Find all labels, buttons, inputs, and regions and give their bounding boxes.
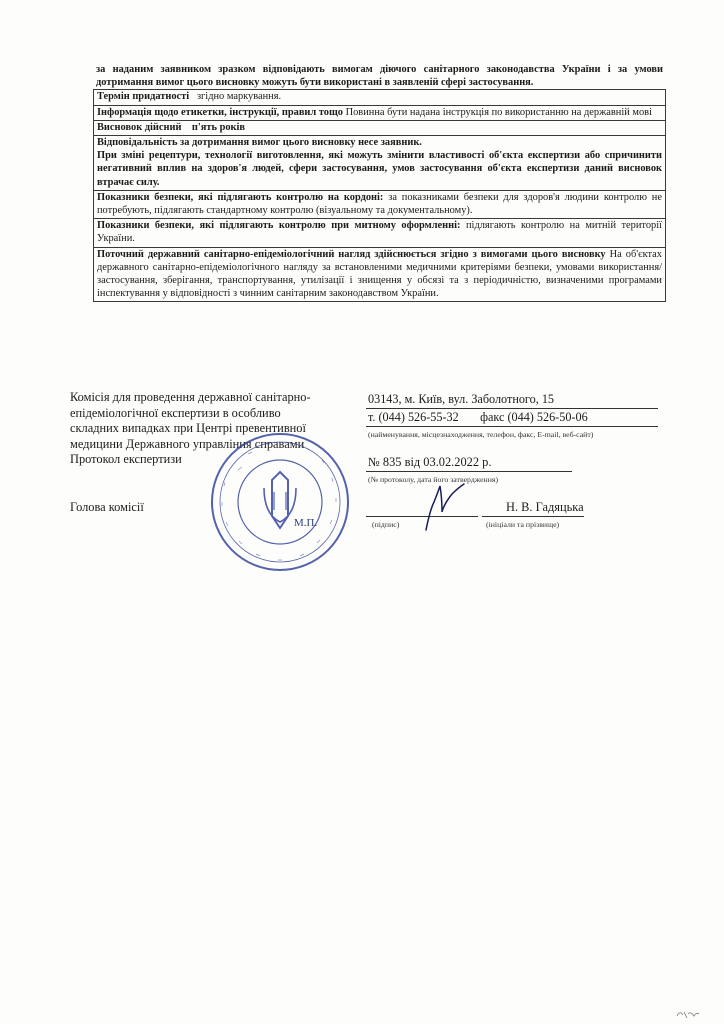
responsibility-text: Відповідальність за дотримання вимог цього висновку несе заявник.: [97, 137, 422, 149]
protocol-label: Протокол експертизи: [70, 452, 182, 467]
label-info-value: Повинна бути надана інструкція по використанню на державній мові: [345, 106, 652, 118]
validity-value: п'ять років: [191, 121, 246, 133]
contact-address: 03143, м. Київ, вул. Заболотного, 15: [368, 392, 555, 406]
compliance-text: за наданим заявником зразком відповідають вимогам діючого санітарного законодавства України і за умови дотримання вимог цього висновку можуть бути використані в заявленій сфері застосування.: [96, 64, 663, 89]
customs-control-value: підлягають контролю на митній території України.: [97, 220, 662, 245]
commission-head-label: Голова комісії: [70, 500, 144, 514]
commission-line: епідеміологічної експертизи в особливо: [70, 405, 281, 420]
protocol-caption: (№ протоколу, дата його затвердження): [368, 475, 499, 484]
supervision-value: На об'єктах державного санітарно-епідеміологічного нагляду за встановленими медичними критеріями безпеки, умовами використання/застосування, зберігання, транспортування, утилізації і знищення у обсязі та з періодичністю, визначеними програмами інспектування у відповідності з чинним санітарним законодавством України.: [97, 248, 662, 300]
name-underline: [482, 516, 584, 517]
official-stamp-icon: [208, 430, 352, 574]
contact-caption: (найменування, місцезнаходження, телефон, факс, E-mail, веб-сайт): [368, 430, 594, 439]
customs-control-label: Показники безпеки, які підлягають контролю при митному оформленні:: [97, 220, 461, 232]
label-info-label: Інформація щодо етикетки, інструкції, правил тощо: [97, 106, 343, 118]
recipe-change-text: При зміні рецептури, технології виготовлення, які можуть змінити властивості об'єкта експертизи або спричинити негативний вплив на здоров'я людей, сфери застосування, умов застосування об'єкта експертизи даний висновок втрачає силу.: [97, 150, 662, 188]
signature-icon: [420, 480, 468, 532]
contact-phones: [368, 410, 588, 425]
stamp-mark: М.П.: [294, 517, 318, 529]
commission-line: складних випадках при Центрі превентивної: [70, 421, 306, 436]
contact-fax: факс (044) 526-50-06: [480, 410, 588, 424]
protocol-underline: [366, 471, 572, 472]
commission-line: Комісія для проведення державної санітарно-: [70, 390, 311, 404]
handwritten-mark-icon: [676, 1008, 700, 1020]
sign-caption: (підпис): [372, 520, 400, 529]
protocol-number: № 835 від 03.02.2022 р.: [368, 455, 492, 469]
validity-label: Висновок дійсний: [97, 121, 182, 133]
shelf-life-label: Термін придатності: [97, 91, 190, 103]
phone-underline: [366, 426, 658, 427]
border-control-label: Показники безпеки, які підлягають контролю на кордоні:: [97, 191, 384, 203]
border-control-value: за показниками безпеки для здоров'я людини контролю не потребують, підлягають стандартному контролю (візуальному та документальному).: [97, 191, 662, 217]
address-underline: [366, 408, 658, 409]
contact-phone: т. (044) 526-55-32: [368, 410, 459, 424]
shelf-life-value: згідно маркування.: [196, 91, 282, 103]
chair-name: Н. В. Гадяцька: [506, 500, 584, 514]
name-caption: (ініціали та прізвище): [486, 520, 560, 529]
commission-line: медицини Державного управління справами: [70, 436, 305, 451]
supervision-label: Поточний державний санітарно-епідеміологічний нагляд здійснюється згідно з вимогами цього висновку: [97, 248, 606, 260]
